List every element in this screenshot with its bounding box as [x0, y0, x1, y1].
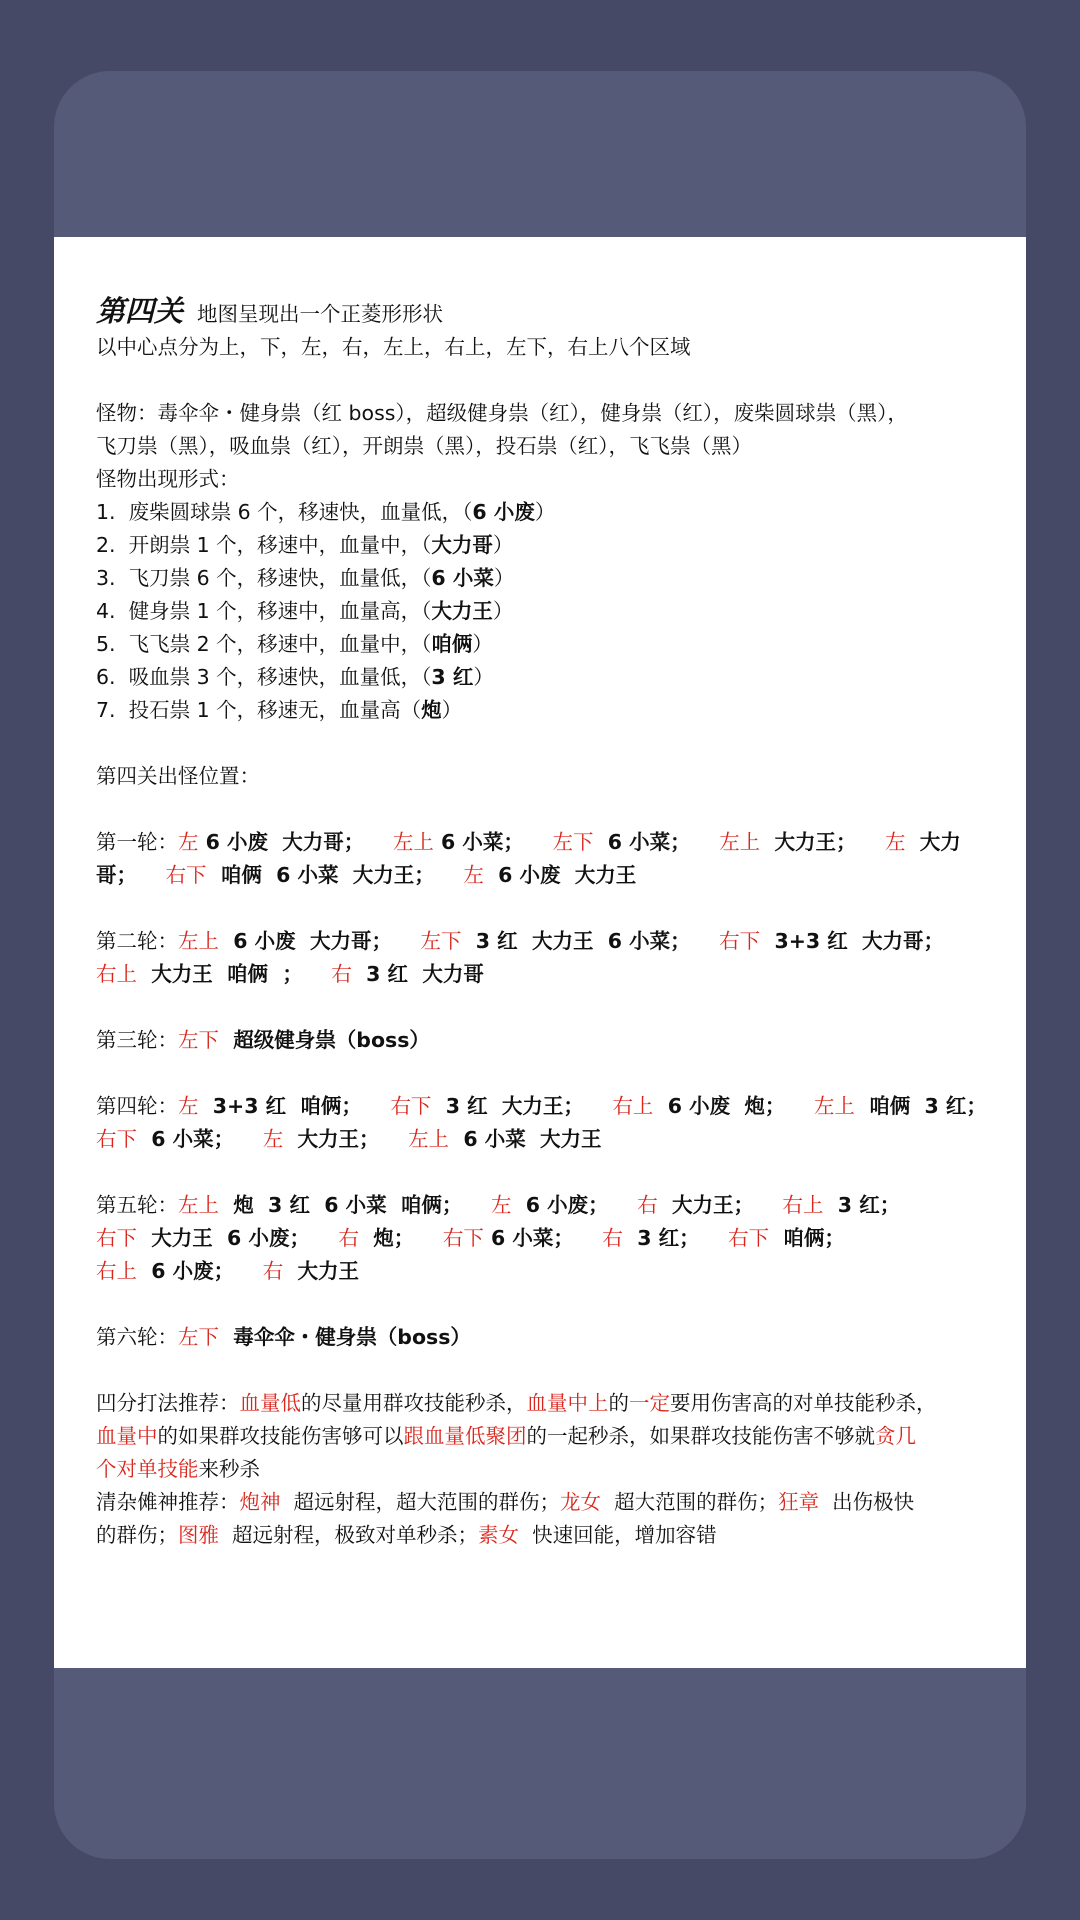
highlight-text: 炮神 [239, 1490, 281, 1514]
position-label: 左下 [178, 1325, 219, 1349]
tip-text: 要用伤害高的对单技能秒杀， [670, 1391, 937, 1415]
monsters-line: 怪物：毒伞伞・健身祟（红 boss），超级健身祟（红），健身祟（红），废柴圆球祟（黑）， [96, 401, 908, 425]
position-label: 左 [178, 1094, 199, 1118]
round-monsters: 大力王 [283, 1259, 360, 1283]
guide-card [54, 71, 1026, 1859]
round-label: 第一轮： [96, 830, 178, 854]
round-line [96, 1123, 984, 1156]
position-label: 右下 [390, 1094, 432, 1118]
spawn-bracket: ） [534, 500, 556, 524]
position-label: 左上 [813, 1094, 855, 1118]
round-monsters: 3 红 大力王 6 小菜； [461, 929, 720, 953]
highlight-text: 跟血量低聚团 [403, 1424, 527, 1448]
spawn-desc: 3. 飞刀祟 6 个，移速快，血量低，（ [96, 566, 432, 590]
round-monsters: 炮 3 红 6 小菜 咱俩； [219, 1193, 491, 1217]
spawn-list-item [96, 496, 984, 529]
spawn-bracket: ） [492, 533, 514, 557]
tip-text: 快速回能，增加容错 [519, 1523, 717, 1547]
position-label: 左 [490, 1193, 512, 1217]
round-line [96, 1222, 984, 1255]
stage-title: 第四关 [96, 294, 184, 328]
round-line [96, 859, 984, 892]
round-label: 第六轮： [96, 1325, 178, 1349]
round-line [96, 1255, 984, 1288]
round-monsters: 3 红 大力王； [431, 1094, 613, 1118]
position-label: 右下 [728, 1226, 770, 1250]
position-label: 右 [262, 1259, 284, 1283]
highlight-text: 素女 [478, 1523, 520, 1547]
round-line [96, 1090, 987, 1123]
spawn-list-item [96, 628, 984, 661]
position-label: 右上 [96, 1259, 137, 1283]
round-monsters: 3 红 大力哥 [351, 962, 484, 986]
spawn-bracket: ） [441, 698, 463, 722]
round-label: 第五轮： [96, 1193, 178, 1217]
position-label: 右 [338, 1226, 359, 1250]
round-monsters: 大力王 6 小废； [137, 1226, 339, 1250]
content-panel [54, 237, 1026, 1668]
position-label: 左 [885, 830, 906, 854]
round-line [96, 1189, 984, 1222]
round-line [96, 958, 984, 991]
tip-text: 超远射程，极致对单秒杀； [219, 1523, 479, 1547]
round-monsters: 咱俩 6 小菜 大力王； [206, 863, 464, 887]
round-label: 第三轮： [96, 1028, 178, 1052]
spawn-desc: 2. 开朗祟 1 个，移速中，血量中，（ [96, 533, 432, 557]
stage-header [96, 295, 984, 331]
guide-content [96, 294, 987, 1552]
tip-text: 来秒杀 [198, 1457, 260, 1481]
round-label: 第四轮： [96, 1094, 178, 1118]
position-label: 右 [331, 962, 352, 986]
round-monsters: 6 小废 大力王 [483, 863, 637, 887]
position-label: 右上 [782, 1193, 824, 1217]
round-monsters: 6 小废； [511, 1193, 638, 1217]
tip-text: 超远射程，超大范围的群伤； [280, 1490, 561, 1514]
spawn-list-item [96, 694, 984, 727]
round-monsters: 3 红； [823, 1193, 901, 1217]
position-label: 左上 [392, 830, 434, 854]
tip-text: 的一起秒杀，如果群攻技能伤害不够就 [526, 1424, 875, 1448]
round-monsters: 大力王； [760, 830, 886, 854]
spawn-pattern-label: 怪物出现形式： [96, 467, 240, 491]
round-monsters: 6 小菜 大力王 [449, 1127, 602, 1151]
tips-line [96, 1486, 984, 1519]
spawn-list-item [96, 595, 984, 628]
round-monsters: 超级健身祟（boss） [219, 1028, 430, 1052]
round-monsters: 6 小废； [137, 1259, 263, 1283]
round-line [96, 826, 984, 859]
highlight-text: 血量中 [96, 1424, 158, 1448]
spawn-desc: 4. 健身祟 1 个，移速中，血量高，（ [96, 599, 432, 623]
spawn-list [96, 496, 984, 727]
regions-note: 以中心点分为上，下，左，右，左上，右上，左下，右上八个区域 [96, 335, 691, 359]
spawn-bracket: ） [492, 599, 514, 623]
round-monsters: 6 小菜； [483, 1226, 603, 1250]
spawn-desc: 7. 投石祟 1 个，移速无，血量高（ [96, 698, 422, 722]
round-monsters: 咱俩 3 红； [854, 1094, 987, 1118]
spawn-bracket: ） [493, 566, 515, 590]
highlight-text: 龙女 [560, 1490, 602, 1514]
spawn-nickname: 大力王 [431, 599, 493, 623]
spawn-nickname: 大力哥 [431, 533, 493, 557]
round-monsters: 3 红； [622, 1226, 729, 1250]
round-label: 第二轮： [96, 929, 178, 953]
round-monsters: 咱俩； [769, 1226, 845, 1250]
monsters-line: 飞刀祟（黑），吸血祟（红），开朗祟（黑），投石祟（红），飞飞祟（黑） [96, 434, 752, 458]
positions-header: 第四关出怪位置： [96, 764, 260, 788]
highlight-text: 个对单技能 [96, 1457, 199, 1481]
position-label: 左 [178, 830, 199, 854]
spawn-nickname: 炮 [421, 698, 442, 722]
tip-text: 超大范围的群伤； [601, 1490, 779, 1514]
round-monsters: 大力 [905, 830, 961, 854]
round-monsters: 6 小废 炮； [653, 1094, 814, 1118]
position-label: 左下 [178, 1028, 219, 1052]
round-monsters: 3+3 红 大力哥； [760, 929, 945, 953]
round-monsters: 3+3 红 咱俩； [198, 1094, 391, 1118]
spawn-desc: 5. 飞飞祟 2 个，移速中，血量中，（ [96, 632, 432, 656]
round-monsters: 炮； [359, 1226, 443, 1250]
position-label: 右 [602, 1226, 623, 1250]
position-label: 右下 [165, 863, 207, 887]
position-label: 左 [262, 1127, 284, 1151]
round-monsters: 大力王 咱俩 ； [137, 962, 332, 986]
tip-text: 的 [608, 1391, 629, 1415]
tips-section [96, 1387, 984, 1552]
tips-line [96, 1453, 984, 1486]
position-label: 左上 [719, 830, 761, 854]
round-monsters: 6 小废 大力哥； [198, 830, 393, 854]
round-monsters: 6 小菜； [433, 830, 553, 854]
tips-line [96, 1519, 984, 1552]
position-label: 左 [463, 863, 484, 887]
stage-subtitle: 地图呈现出一个正菱形形状 [197, 302, 444, 326]
spawn-nickname: 6 小菜 [431, 566, 494, 590]
highlight-text: 狂章 [778, 1490, 820, 1514]
round-monsters: 大力王； [283, 1127, 409, 1151]
position-label: 左下 [552, 830, 594, 854]
tip-text: 清杂傩神推荐： [96, 1490, 240, 1514]
round-monsters: 6 小菜； [593, 830, 720, 854]
position-label: 左下 [420, 929, 462, 953]
round-monsters: 毒伞伞・健身祟（boss） [219, 1325, 471, 1349]
spawn-list-item [96, 661, 984, 694]
tips-line [96, 1420, 984, 1453]
spawn-bracket: ） [473, 665, 494, 689]
spawn-desc: 6. 吸血祟 3 个，移速快，血量低，（ [96, 665, 432, 689]
highlight-text: 血量低 [239, 1391, 301, 1415]
tip-text: 出伤极快 [819, 1490, 915, 1514]
highlight-text: 贪几 [875, 1424, 916, 1448]
position-label: 左上 [178, 929, 219, 953]
spawn-desc: 1. 废柴圆球祟 6 个，移速快，血量低，（ [96, 500, 473, 524]
position-label: 右 [637, 1193, 658, 1217]
round-monsters: 大力王； [657, 1193, 783, 1217]
spawn-list-item [96, 529, 984, 562]
spawn-nickname: 3 红 [431, 665, 474, 689]
position-label: 右上 [96, 962, 137, 986]
tip-text: 凹分打法推荐： [96, 1391, 240, 1415]
tip-text: 的尽量用群攻技能秒杀， [301, 1391, 527, 1415]
round-monsters: 6 小菜； [137, 1127, 263, 1151]
tips-line [96, 1387, 984, 1420]
tip-text: 的如果群攻技能伤害够可以 [157, 1424, 404, 1448]
round-line [96, 1024, 984, 1057]
highlight-text: 血量中上 [526, 1391, 609, 1415]
spawn-list-item [96, 562, 984, 595]
tip-text: 的群伤； [96, 1523, 178, 1547]
position-label: 左上 [178, 1193, 219, 1217]
position-label: 左上 [408, 1127, 450, 1151]
spawn-bracket: ） [472, 632, 493, 656]
position-label: 右下 [96, 1226, 137, 1250]
highlight-text: 一定 [629, 1391, 670, 1415]
position-label: 右下 [442, 1226, 484, 1250]
round-monsters: 哥； [96, 863, 166, 887]
position-label: 右下 [96, 1127, 137, 1151]
spawn-nickname: 咱俩 [431, 632, 473, 656]
highlight-text: 图雅 [178, 1523, 219, 1547]
round-line [96, 1321, 984, 1354]
position-label: 右下 [719, 929, 761, 953]
rounds-list [96, 793, 987, 1354]
position-label: 右上 [612, 1094, 654, 1118]
spawn-nickname: 6 小废 [472, 500, 535, 524]
round-line [96, 925, 984, 958]
round-monsters: 6 小废 大力哥； [219, 929, 421, 953]
